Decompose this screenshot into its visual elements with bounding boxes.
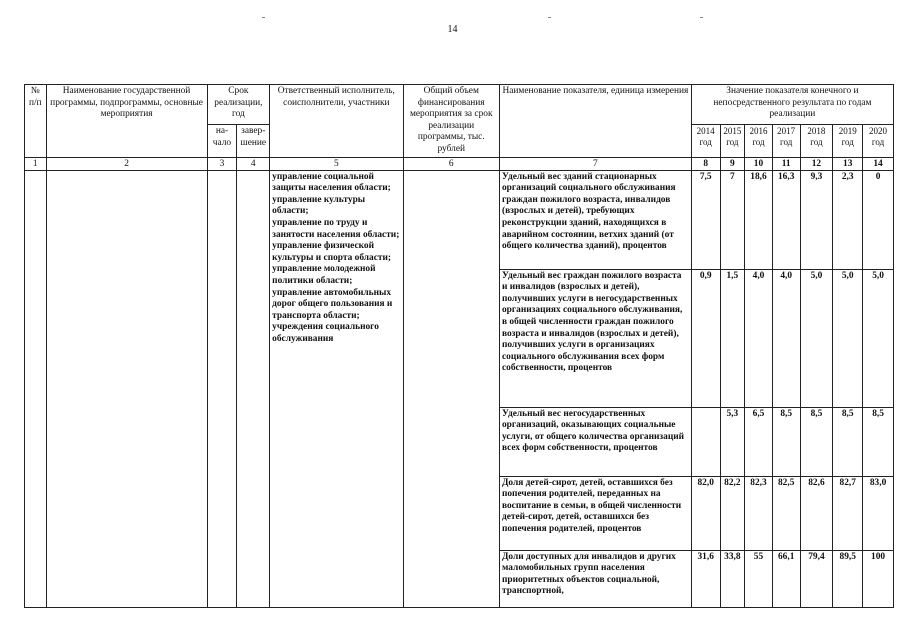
value-cell: 4,0 [772, 269, 800, 407]
value-cell: 0,9 [691, 269, 720, 407]
cell-num [25, 170, 47, 607]
value-cell: 8,5 [833, 407, 863, 476]
value-cell: 18,6 [745, 170, 773, 269]
cell-end [237, 170, 270, 607]
scan-speck [262, 17, 265, 18]
column-index: 7 [499, 157, 691, 170]
value-cell: 82,7 [833, 476, 863, 550]
column-index: 8 [691, 157, 720, 170]
header-year: 2019 год [833, 125, 863, 157]
header-year: 2014 год [691, 125, 720, 157]
value-cell: 2,3 [833, 170, 863, 269]
value-cell: 89,5 [833, 550, 863, 607]
scan-speck [700, 17, 703, 18]
header-indicator: Наименование показателя, единица измерения [499, 85, 691, 158]
value-cell: 31,6 [691, 550, 720, 607]
table-row [25, 170, 894, 269]
cell-start [207, 170, 237, 607]
value-cell: 0 [863, 170, 894, 269]
scan-speck [548, 17, 551, 18]
column-index: 14 [863, 157, 894, 170]
value-cell: 16,3 [772, 170, 800, 269]
cell-volume [403, 170, 499, 607]
header-year: 2017 год [772, 125, 800, 157]
header-volume: Общий объем финансирования мероприятия за срок реализации программы, тыс. рублей [403, 85, 499, 158]
column-index: 13 [833, 157, 863, 170]
value-cell: 4,0 [745, 269, 773, 407]
page-number: 14 [447, 24, 458, 35]
value-cell: 33,8 [720, 550, 745, 607]
value-cell: 6,5 [745, 407, 773, 476]
value-cell: 82,5 [772, 476, 800, 550]
header-values: Значение показателя конечного и непосредственного результата по годам реализации [691, 85, 893, 125]
value-cell: 66,1 [772, 550, 800, 607]
value-cell: 55 [745, 550, 773, 607]
header-row-1 [25, 85, 894, 125]
value-cell [691, 407, 720, 476]
column-index: 9 [720, 157, 745, 170]
header-year: 2015 год [720, 125, 745, 157]
value-cell: 79,4 [800, 550, 833, 607]
value-cell: 7,5 [691, 170, 720, 269]
value-cell: 8,5 [863, 407, 894, 476]
indicator-text: Доля детей-сирот, детей, оставшихся без попечения родителей, переданных на воспитание в семьи, в общей численности детей-сирот, детей, оставшихся без попечения родителей, процентов [499, 476, 691, 550]
header-year: 2018 год [800, 125, 833, 157]
header-executors: Ответственный исполнитель, соисполнители, участники [270, 85, 403, 158]
column-index: 11 [772, 157, 800, 170]
header-num: № п/п [25, 85, 47, 158]
indicator-text: Удельный вес зданий стационарных организаций социального обслуживания граждан пожилого возраста, инвалидов (взрослых и детей), требующих реконструкции зданий, находящихся в аварийном состоянии, ветхих зданий (от общего количества зданий), процентов [499, 170, 691, 269]
indicator-text: Удельный вес негосударственных организаций, оказывающих социальные услуги, от общего количества организаций всех форм собственности, процентов [499, 407, 691, 476]
column-index: 3 [207, 157, 237, 170]
value-cell: 82,6 [800, 476, 833, 550]
column-index: 6 [403, 157, 499, 170]
header-start: на- чало [207, 125, 237, 157]
value-cell: 5,0 [800, 269, 833, 407]
program-table [24, 84, 894, 608]
column-index: 4 [237, 157, 270, 170]
header-term: Срок реализации, год [207, 85, 270, 125]
value-cell: 5,3 [720, 407, 745, 476]
header-year: 2016 год [745, 125, 773, 157]
value-cell: 8,5 [772, 407, 800, 476]
value-cell: 8,5 [800, 407, 833, 476]
value-cell: 9,3 [800, 170, 833, 269]
value-cell: 82,0 [691, 476, 720, 550]
value-cell: 5,0 [863, 269, 894, 407]
value-cell: 1,5 [720, 269, 745, 407]
value-cell: 100 [863, 550, 894, 607]
column-index: 5 [270, 157, 403, 170]
value-cell: 83,0 [863, 476, 894, 550]
column-index-row [25, 157, 894, 170]
column-index: 12 [800, 157, 833, 170]
indicator-text: Удельный вес граждан пожилого возраста и инвалидов (взрослых и детей), получивших услуги в негосударственных организациях социального обслуживания, в общей численности граждан пожилого возраста и инвалидов (взрослых и детей), получивших услуги в организациях социального обслуживания всех форм собственности, процентов [499, 269, 691, 407]
indicator-text: Доли доступных для инвалидов и других маломобильных групп населения приоритетных объектов социальной, транспортной, [499, 550, 691, 607]
header-year: 2020 год [863, 125, 894, 157]
column-index: 10 [745, 157, 773, 170]
value-cell: 7 [720, 170, 745, 269]
executors-list: управление социальной защиты населения области; управление культуры области; управление по труду и занятости населения области; управление физической культуры и спорта области; управление молодежной политики области; управление автомобильных дорог общего пользования и транспорта области; учреждения социального обслуживания [270, 170, 403, 607]
value-cell: 82,2 [720, 476, 745, 550]
value-cell: 82,3 [745, 476, 773, 550]
header-name: Наименование государственной программы, подпрограммы, основные мероприятия [46, 85, 207, 158]
column-index: 2 [46, 157, 207, 170]
cell-name [46, 170, 207, 607]
header-end: завер- шение [237, 125, 270, 157]
column-index: 1 [25, 157, 47, 170]
value-cell: 5,0 [833, 269, 863, 407]
